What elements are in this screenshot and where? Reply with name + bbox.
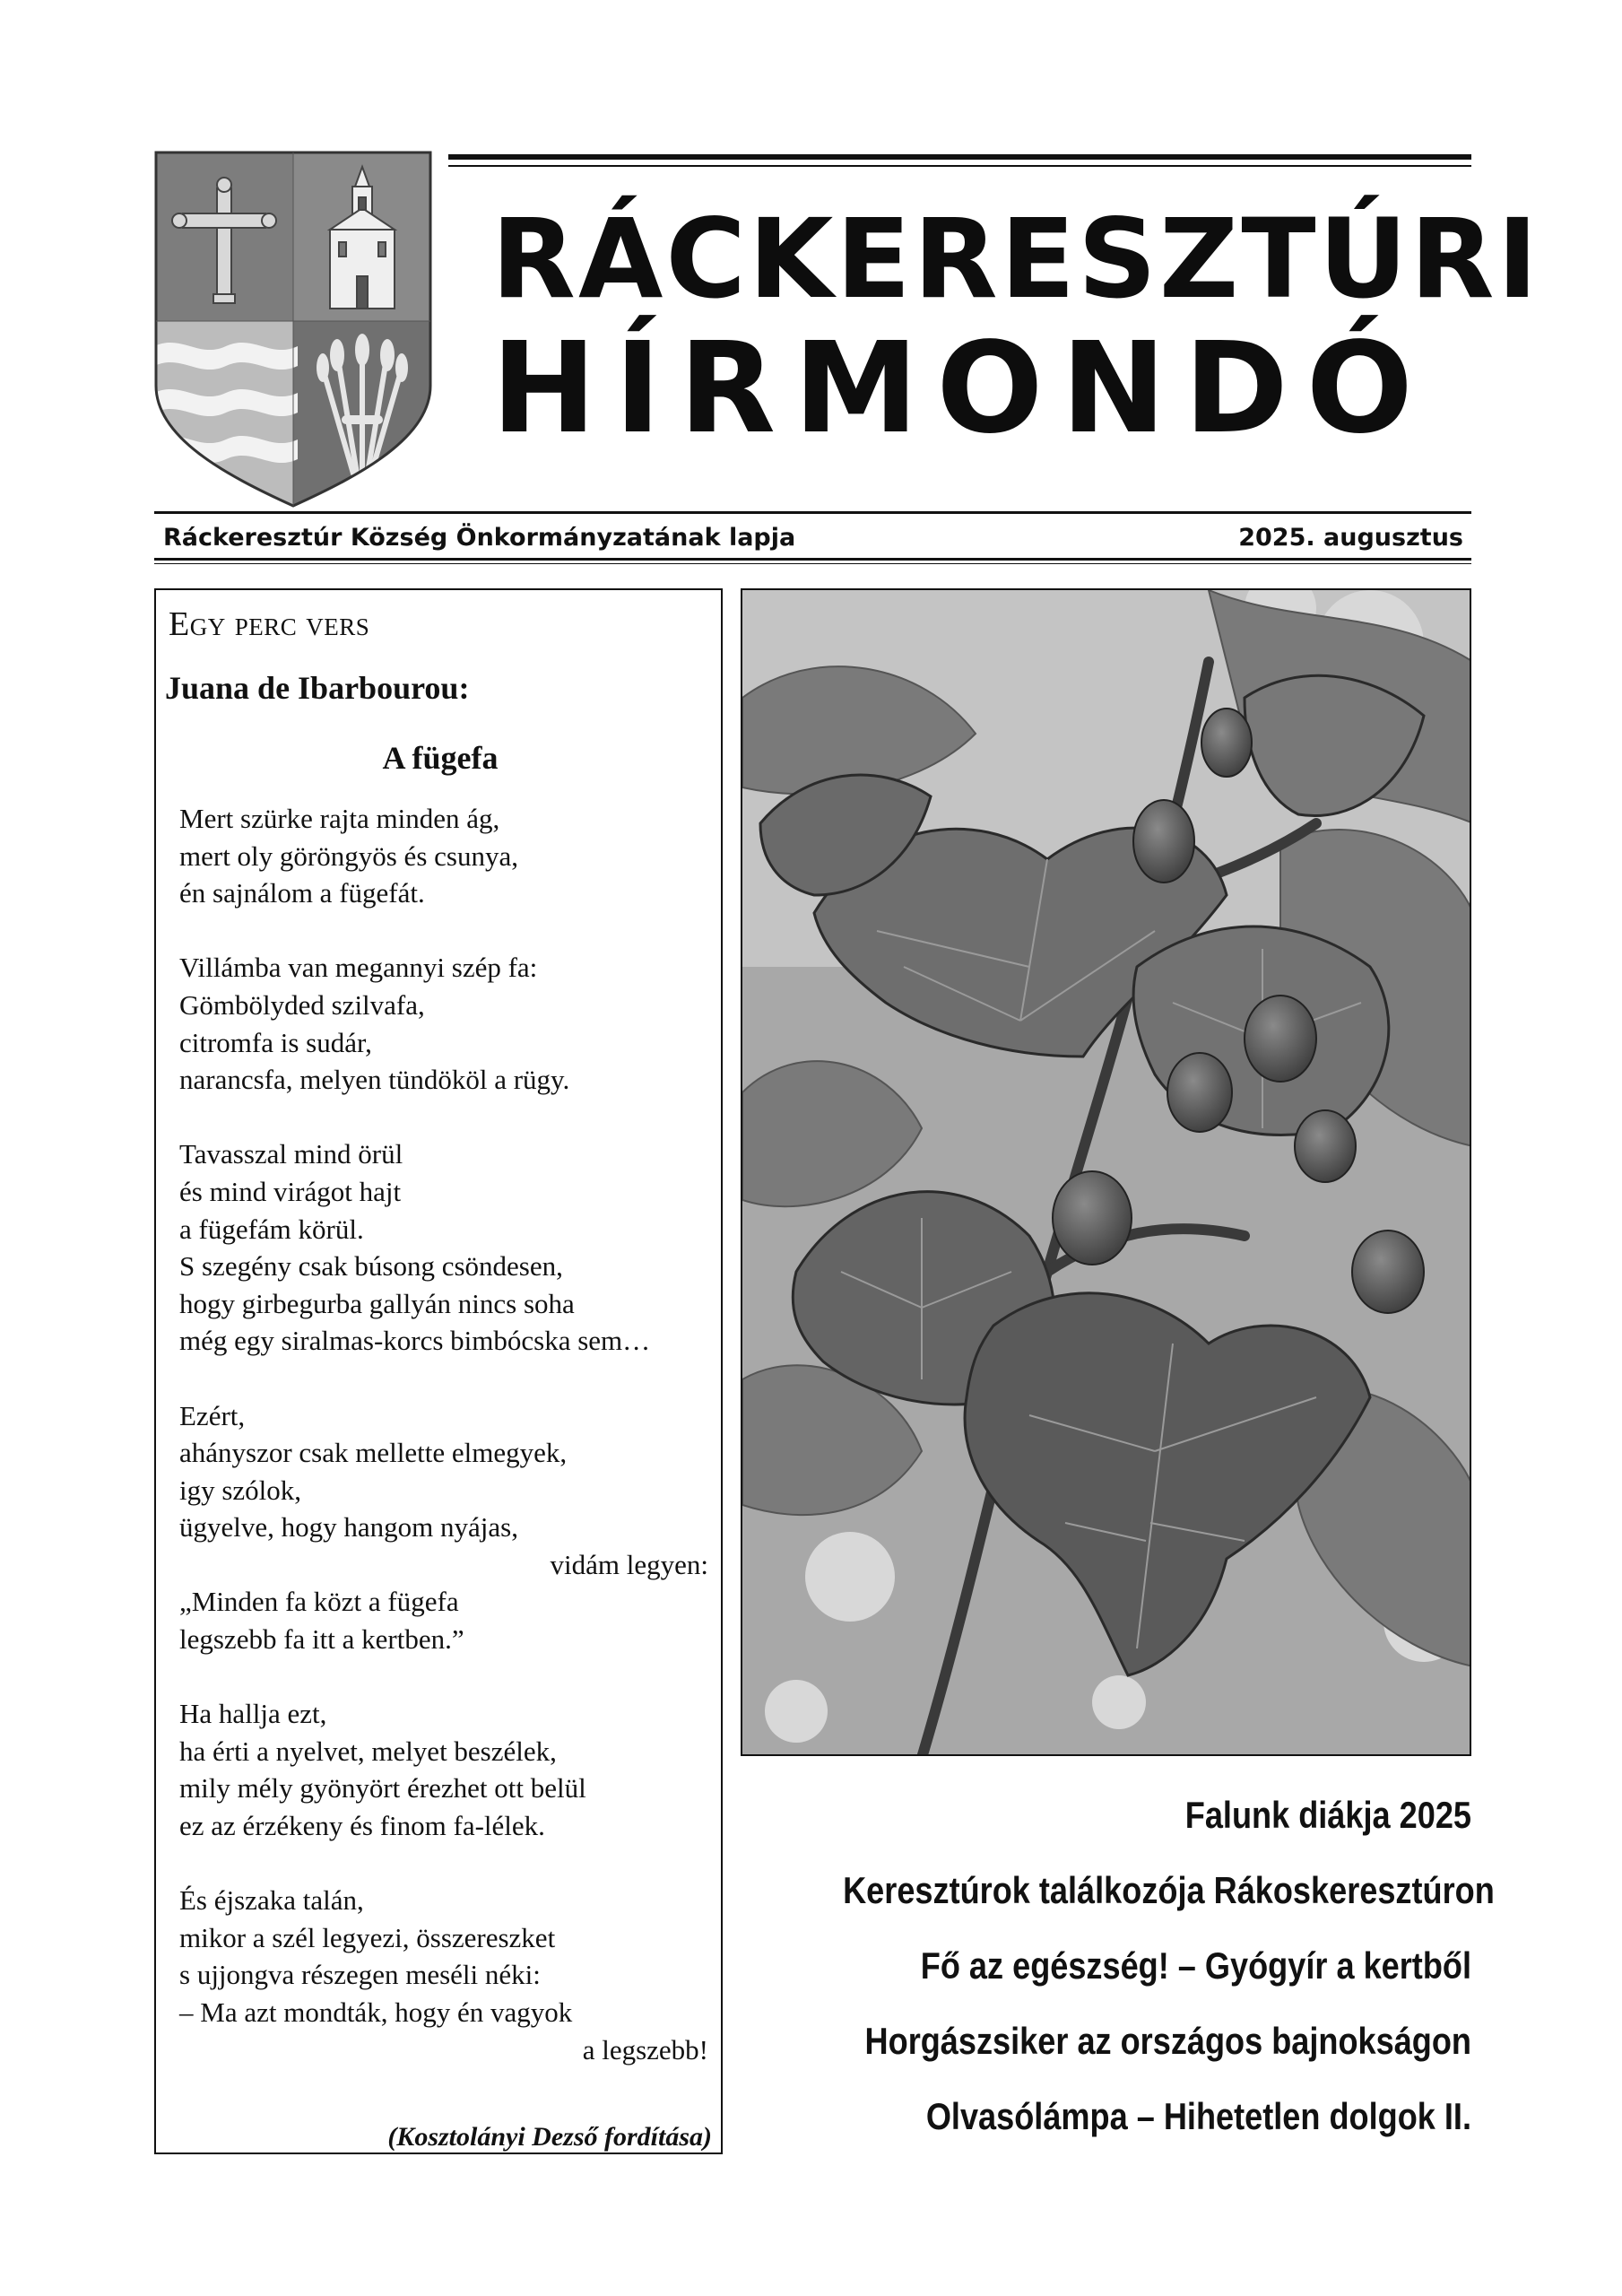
headline: Keresztúrok találkozója Rákoskeresztúron — [843, 1869, 1495, 1911]
translator-credit: (Kosztolányi Dezső fordítása) — [387, 2122, 712, 2152]
poem-stanza — [179, 1695, 708, 1844]
issue-date: 2025. augusztus — [1238, 523, 1463, 552]
masthead-rule-thin — [448, 165, 1471, 167]
headline: Falunk diákja 2025 — [1184, 1794, 1471, 1836]
poem-stanza — [179, 1135, 708, 1360]
poem-line: Mert szürke rajta minden ág, — [179, 803, 500, 834]
poem-line: vidám legyen: — [550, 1548, 708, 1580]
poem-line: legszebb fa itt a kertben.” — [179, 1623, 464, 1656]
poem-stanza — [179, 949, 708, 1098]
poem-line: És éjszaka talán, — [179, 1884, 364, 1917]
subline-rule-bottom — [154, 558, 1471, 561]
fig-tree-photo — [741, 588, 1471, 1756]
masthead-title-line1: RÁCKERESZTÚRI — [491, 196, 1541, 323]
poem-line: és mind virágot hajt — [179, 1175, 402, 1207]
masthead-rule-thick — [448, 154, 1471, 160]
headline: Olvasólámpa – Hihetetlen dolgok II. — [925, 2095, 1471, 2137]
poem-line: s ujjongva részegen meséli néki: — [179, 1959, 541, 1991]
poem-line: én sajnálom a fügefát. — [179, 877, 425, 909]
poem-line: mily mély gyönyört érezhet ott belül — [179, 1772, 586, 1805]
subline-rule-top — [154, 511, 1471, 514]
poem-line: citromfa is sudár, — [179, 1026, 372, 1058]
poem-line: Gömbölyded szilvafa, — [179, 988, 425, 1021]
masthead-subline — [163, 522, 1463, 552]
poem-line: Tavasszal mind örül — [179, 1138, 403, 1170]
poem-line: hogy girbegurba gallyán nincs soha — [179, 1287, 575, 1319]
poem-line: Villámba van megannyi szép fa: — [179, 952, 538, 984]
poem-line: a fügefám körül. — [179, 1213, 364, 1245]
waves-icon — [154, 343, 298, 463]
poem-line: igy szólok, — [179, 1474, 302, 1506]
subline-rule-bottom-thin — [154, 563, 1471, 564]
poem-line: mikor a szél legyezi, összereszket — [179, 1921, 556, 1953]
poem-line: Ezért, — [179, 1399, 246, 1431]
poem-line: „Minden fa közt a fügefa — [179, 1586, 459, 1618]
cover-headlines — [843, 1788, 1495, 2165]
poem-line: a legszebb! — [582, 2033, 708, 2066]
coat-of-arms — [154, 151, 432, 508]
poem-line: ha érti a nyelvet, melyet beszélek, — [179, 1735, 557, 1767]
poem-line: még egy siralmas-korcs bimbócska sem… — [179, 1325, 651, 1357]
poem-line: S szegény csak búsong csöndesen, — [179, 1250, 563, 1283]
masthead-title-line2: HÍRMONDÓ — [491, 316, 1431, 462]
poem-line: Ha hallja ezt, — [179, 1698, 327, 1730]
poem-text — [179, 800, 708, 2106]
poem-line: ahányszor csak mellette elmegyek, — [179, 1437, 568, 1469]
poem-stanza — [179, 1397, 708, 1658]
poem-line: – Ma azt mondták, hogy én vagyok — [179, 1996, 573, 2028]
poem-stanza — [179, 800, 708, 912]
masthead-title — [491, 196, 1541, 462]
poem-line: narancsfa, melyen tündököl a rügy. — [179, 1064, 570, 1096]
poem-author: Juana de Ibarbourou: — [165, 670, 470, 706]
section-title: Egy perc vers — [169, 605, 370, 643]
poem-stanza — [179, 1882, 708, 2068]
publisher-label: Ráckeresztúr Község Önkormányzatának lapja — [163, 523, 796, 552]
poem-line: mert oly göröngyös és csunya, — [179, 839, 518, 872]
headline: Horgászsiker az országos bajnokságon — [864, 2020, 1471, 2062]
poem-line: ez az érzékeny és finom fa-lélek. — [179, 1810, 545, 1842]
poem-title: A fügefa — [382, 740, 499, 776]
poem-line: ügyelve, hogy hangom nyájas, — [179, 1511, 518, 1544]
poem-box — [154, 588, 723, 2154]
headline: Fő az egészség! – Gyógyír a kertből — [920, 1944, 1471, 1987]
